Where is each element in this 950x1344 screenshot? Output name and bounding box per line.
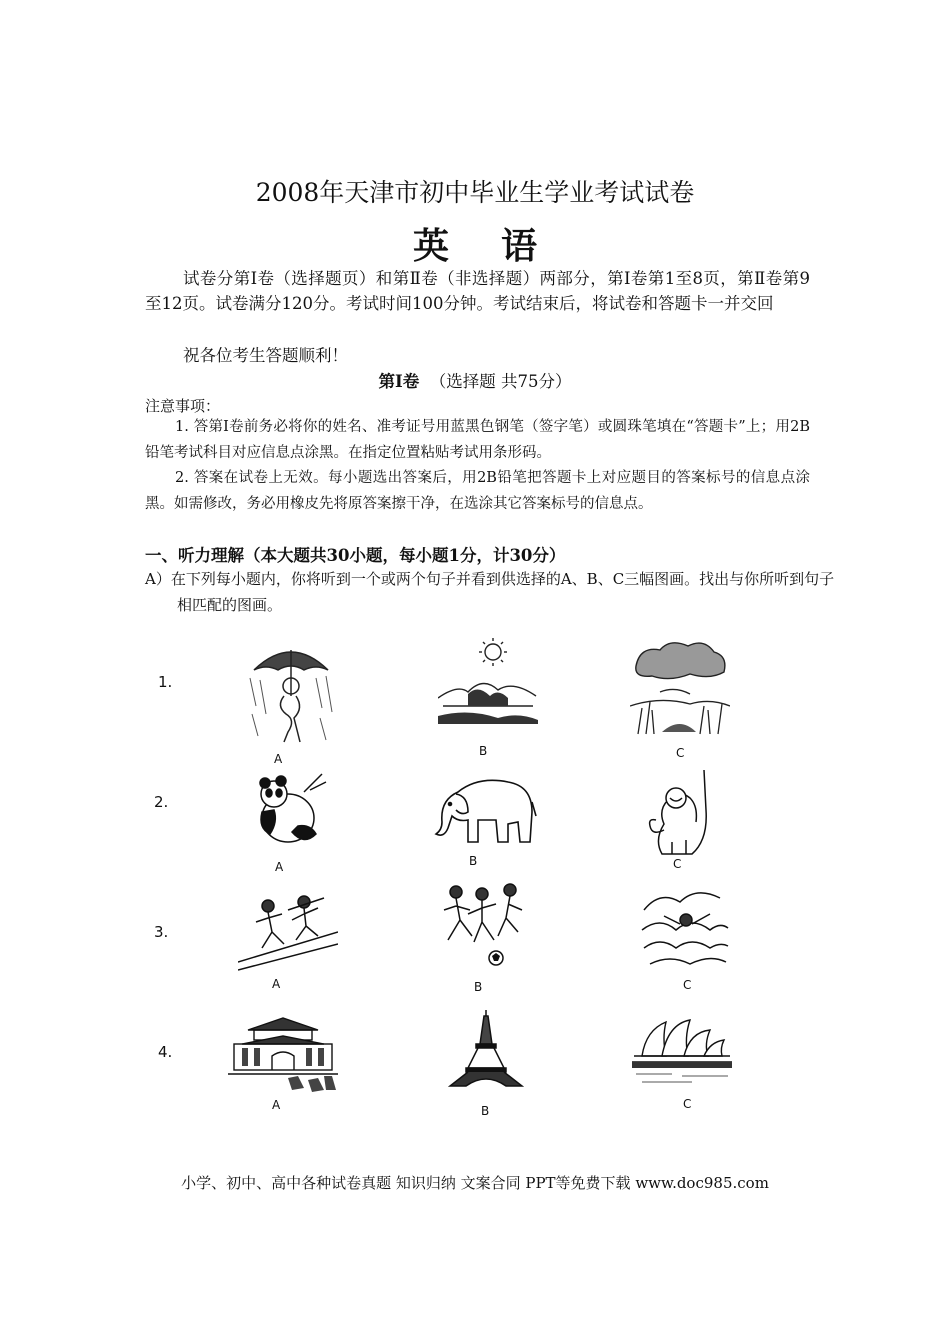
panda-icon <box>248 772 328 852</box>
option-letter: C <box>673 857 682 871</box>
eiffel-tower-icon <box>448 1010 524 1088</box>
swimmer-waves-icon <box>640 880 730 970</box>
footer-text: 小学、初中、高中各种试卷真题 知识归纳 文案合同 PPT等免费下载 www.doc985.com <box>181 1174 769 1192</box>
notice-item-1: 1. 答第Ⅰ卷前务必将你的姓名、准考证号用蓝黑色钢笔（签字笔）或圆珠笔填在“答题卡”上；用2B铅笔考试科目对应信息点涂黑。在指定位置粘贴考试用条形码。 <box>145 419 810 461</box>
option-letter: C <box>683 978 692 992</box>
section1-heading: 一、听力理解（本大题共30小题，每小题1分，计30分） <box>145 546 566 565</box>
running-race-icon <box>238 892 338 972</box>
option-letter: A <box>274 752 283 766</box>
part1-label: 第Ⅰ卷 <box>378 372 420 391</box>
option-letter: A <box>272 1098 281 1112</box>
monkey-icon <box>648 770 714 860</box>
soccer-players-icon <box>438 880 528 970</box>
sydney-opera-house-icon <box>632 1016 732 1086</box>
option-letter: B <box>479 744 488 758</box>
option-letter: B <box>469 854 478 868</box>
cloudy-field-icon <box>630 636 730 736</box>
wish-text: 祝各位考生答题顺利！ <box>183 346 348 365</box>
question-number: 3. <box>154 923 169 941</box>
option-letter: A <box>275 860 284 874</box>
subject-title: 英语 <box>412 225 589 267</box>
question-number: 1. <box>158 673 173 691</box>
notice-heading: 注意事项： <box>145 397 221 415</box>
part1-detail: （选择题 共75分） <box>429 372 572 391</box>
option-letter: B <box>481 1104 490 1118</box>
question-number: 2. <box>154 793 169 811</box>
notice-item-2: 2. 答案在试卷上无效。每小题选出答案后，用2B铅笔把答题卡上对应题目的答案标号的信息点涂黑。如需修改，务必用橡皮先将原答案擦干净，在选涂其它答案标号的信息点。 <box>145 470 810 512</box>
section1-part-a-instructions: A）在下列每小题内，你将听到一个或两个句子并看到供选择的A、B、C三幅图画。找出与你所听到句子相匹配的图画。 <box>145 570 835 614</box>
part1-heading <box>0 368 950 392</box>
elephant-icon <box>428 772 538 852</box>
option-letter: A <box>272 977 281 991</box>
exam-title: 2008年天津市初中毕业生学业考试试卷 <box>255 178 695 207</box>
sun-landscape-icon <box>438 636 538 726</box>
option-letter: C <box>683 1097 692 1111</box>
option-letter: C <box>676 746 685 760</box>
intro-paragraph: 试卷分第Ⅰ卷（选择题页）和第Ⅱ卷（非选择题）两部分，第Ⅰ卷第1至8页，第Ⅱ卷第9至12页。试卷满分120分。考试时间100分钟。考试结束后，将试卷和答题卡一并交回 <box>145 269 810 313</box>
tiananmen-icon <box>228 1014 338 1094</box>
umbrella-rain-icon <box>246 636 336 746</box>
question-number: 4. <box>158 1043 173 1061</box>
option-letter: B <box>474 980 483 994</box>
